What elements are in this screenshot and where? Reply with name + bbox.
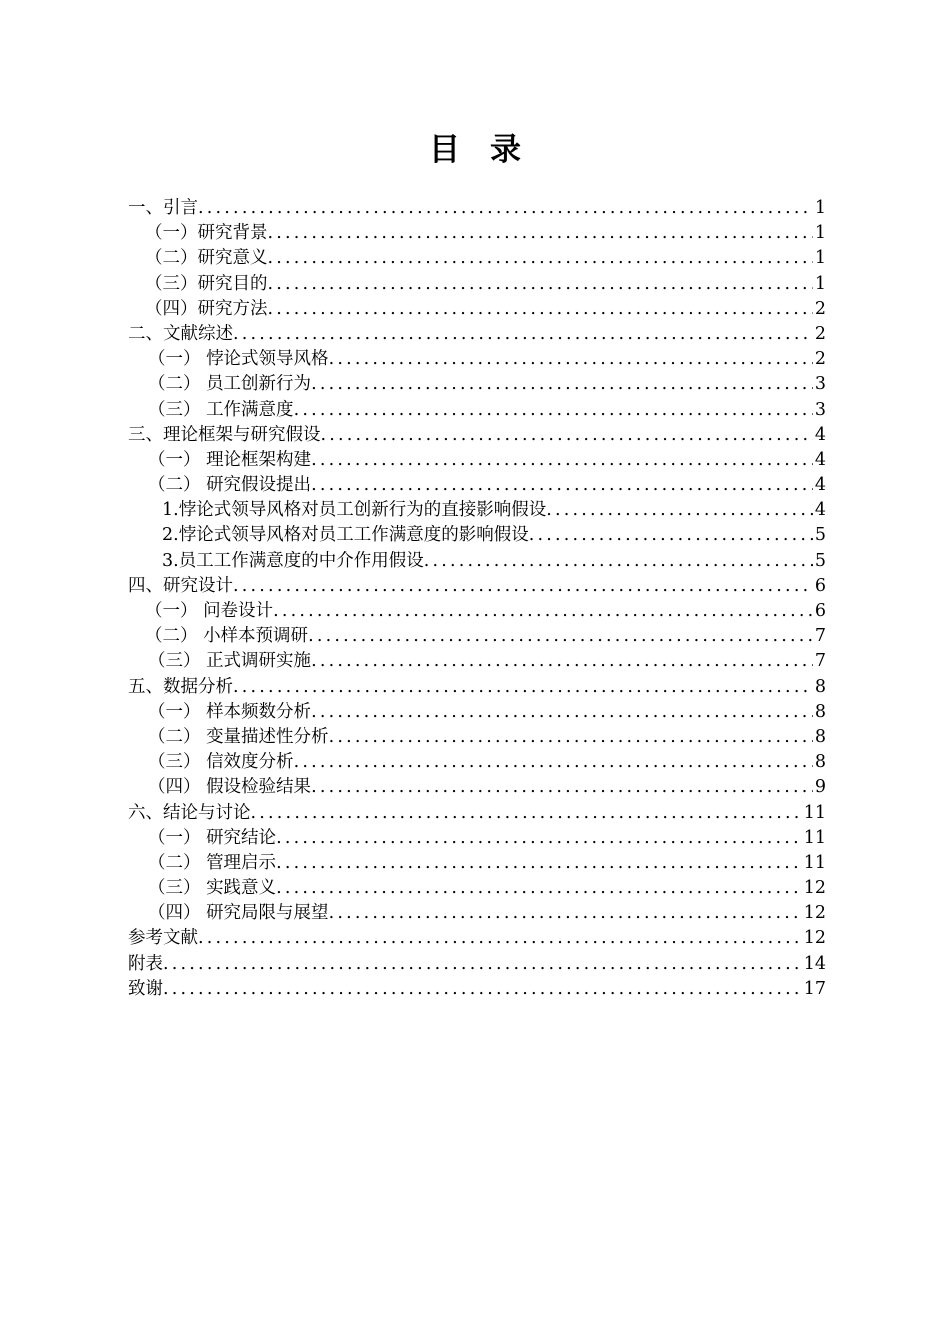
- toc-entry-page-number: 4: [814, 475, 826, 496]
- toc-entry-page-number: 12: [803, 903, 826, 924]
- toc-dot-leader: [294, 398, 813, 423]
- toc-dot-leader: [311, 775, 813, 800]
- toc-entry[interactable]: [128, 801, 826, 826]
- toc-entry[interactable]: [128, 574, 826, 599]
- toc-entry-page-number: 7: [814, 626, 826, 647]
- toc-entry-label: （四） 假设检验结果: [148, 777, 312, 798]
- toc-entry-label: 二、文献综述: [128, 323, 233, 344]
- toc-entry[interactable]: [128, 297, 826, 322]
- toc-entry-page-number: 9: [814, 777, 826, 798]
- toc-entry-label: 一、引言: [128, 198, 198, 218]
- toc-entry[interactable]: [128, 599, 826, 624]
- toc-entry-page-number: 4: [814, 449, 826, 470]
- toc-entry-page-number: 1: [814, 248, 826, 269]
- toc-dot-leader: [198, 196, 813, 221]
- toc-entry[interactable]: [128, 423, 826, 448]
- toc-entry-page-number: 1: [814, 273, 826, 294]
- toc-entry-page-number: 2: [814, 323, 826, 344]
- toc-entry-label: （四）研究方法: [145, 298, 268, 319]
- toc-dot-leader: [163, 977, 802, 1002]
- toc-entry-label: （三）研究目的: [145, 273, 268, 294]
- toc-entry[interactable]: [128, 322, 826, 347]
- toc-dot-leader: [233, 322, 813, 347]
- toc-entry[interactable]: [128, 750, 826, 775]
- toc-entry[interactable]: [128, 775, 826, 800]
- toc-entry-page-number: 8: [814, 701, 826, 722]
- toc-dot-leader: [311, 700, 813, 725]
- table-of-contents: [128, 196, 826, 1002]
- toc-entry[interactable]: [128, 649, 826, 674]
- toc-dot-leader: [233, 574, 813, 599]
- toc-dot-leader: [268, 297, 813, 322]
- toc-dot-leader: [294, 750, 813, 775]
- toc-entry[interactable]: [128, 926, 826, 951]
- toc-entry-page-number: 17: [803, 978, 826, 999]
- toc-entry-page-number: 11: [803, 802, 826, 823]
- toc-dot-leader: [273, 599, 813, 624]
- toc-entry-label: （一） 理论框架构建: [148, 449, 312, 470]
- toc-entry[interactable]: [128, 826, 826, 851]
- page-title: 目录: [429, 132, 551, 168]
- toc-entry-page-number: 1: [814, 223, 826, 244]
- toc-entry[interactable]: [128, 876, 826, 901]
- toc-dot-leader: [329, 901, 802, 926]
- toc-dot-leader: [233, 675, 813, 700]
- toc-entry-page-number: 8: [814, 676, 826, 697]
- toc-entry-label: 参考文献: [128, 928, 198, 949]
- toc-entry[interactable]: [128, 196, 826, 221]
- toc-dot-leader: [311, 473, 813, 498]
- toc-entry-page-number: 3: [814, 399, 826, 420]
- toc-dot-leader: [276, 851, 802, 876]
- toc-entry-label: （二）研究意义: [145, 248, 268, 269]
- toc-entry-page-number: 2: [814, 298, 826, 319]
- toc-entry-label: 六、结论与讨论: [128, 802, 251, 823]
- toc-dot-leader: [311, 372, 813, 397]
- toc-entry-label: （二） 小样本预调研: [145, 626, 309, 647]
- toc-dot-leader: [329, 347, 813, 372]
- toc-entry-page-number: 11: [803, 827, 826, 848]
- toc-dot-leader: [276, 826, 802, 851]
- toc-entry-label: （二） 研究假设提出: [148, 475, 312, 496]
- toc-entry[interactable]: [128, 952, 826, 977]
- toc-dot-leader: [163, 952, 802, 977]
- toc-entry-label: （二） 员工创新行为: [148, 374, 312, 395]
- toc-entry[interactable]: [128, 372, 826, 397]
- toc-entry[interactable]: [128, 448, 826, 473]
- toc-dot-leader: [308, 624, 813, 649]
- toc-entry-page-number: 8: [814, 726, 826, 747]
- toc-dot-leader: [546, 498, 813, 523]
- toc-dot-leader: [424, 549, 813, 574]
- toc-entry-page-number: 2: [814, 349, 826, 370]
- toc-entry[interactable]: [128, 246, 826, 271]
- toc-entry[interactable]: [128, 675, 826, 700]
- toc-dot-leader: [311, 649, 813, 674]
- toc-entry-page-number: 12: [803, 878, 826, 899]
- toc-entry-page-number: 5: [814, 550, 826, 571]
- toc-entry[interactable]: [128, 498, 826, 523]
- toc-entry-label: 1.悖论式领导风格对员工创新行为的直接影响假设: [162, 500, 547, 521]
- toc-entry-label: （三） 工作满意度: [148, 399, 294, 420]
- toc-entry-page-number: 12: [803, 928, 826, 949]
- toc-entry-page-number: 11: [803, 852, 826, 873]
- toc-entry-page-number: 8: [814, 752, 826, 773]
- toc-entry-label: （一） 问卷设计: [145, 601, 274, 621]
- toc-entry-label: （三） 实践意义: [148, 878, 277, 899]
- toc-entry[interactable]: [128, 549, 826, 574]
- toc-entry-label: （三） 正式调研实施: [148, 651, 312, 672]
- toc-entry[interactable]: [128, 977, 826, 1002]
- toc-entry[interactable]: [128, 221, 826, 246]
- toc-dot-leader: [198, 926, 802, 951]
- toc-entry-label: （三） 信效度分析: [148, 752, 294, 773]
- toc-entry-label: （四） 研究局限与展望: [148, 903, 329, 924]
- toc-entry-page-number: 7: [814, 651, 826, 672]
- toc-dot-leader: [311, 448, 813, 473]
- toc-entry-label: 2.悖论式领导风格对员工工作满意度的影响假设: [162, 525, 529, 546]
- toc-entry-page-number: 4: [814, 500, 826, 521]
- toc-dot-leader: [268, 272, 813, 297]
- toc-dot-leader: [251, 801, 802, 826]
- toc-entry-page-number: 6: [814, 601, 826, 621]
- toc-entry[interactable]: [128, 473, 826, 498]
- toc-entry-page-number: 14: [803, 953, 826, 974]
- toc-entry[interactable]: [128, 398, 826, 423]
- toc-entry-label: 附表: [128, 953, 163, 974]
- toc-entry-label: （一）研究背景: [145, 223, 268, 244]
- toc-entry-label: （一） 研究结论: [148, 827, 277, 848]
- toc-entry-label: 3.员工工作满意度的中介作用假设: [162, 550, 424, 571]
- toc-entry-label: （一） 样本频数分析: [148, 701, 312, 722]
- toc-entry[interactable]: [128, 347, 826, 372]
- toc-entry-label: 致谢: [128, 978, 163, 999]
- toc-entry[interactable]: [128, 725, 826, 750]
- toc-entry-label: 三、理论框架与研究假设: [128, 424, 321, 445]
- toc-entry[interactable]: [128, 272, 826, 297]
- toc-entry[interactable]: [128, 624, 826, 649]
- toc-dot-leader: [268, 246, 813, 271]
- toc-dot-leader: [268, 221, 813, 246]
- toc-dot-leader: [321, 423, 813, 448]
- toc-entry-page-number: 3: [814, 374, 826, 395]
- toc-entry-page-number: 1: [814, 198, 826, 218]
- toc-entry[interactable]: [128, 851, 826, 876]
- toc-entry-page-number: 4: [814, 424, 826, 445]
- toc-entry-page-number: 6: [814, 575, 826, 596]
- toc-entry[interactable]: [128, 523, 826, 548]
- toc-entry[interactable]: [128, 901, 826, 926]
- toc-dot-leader: [276, 876, 802, 901]
- toc-entry-label: （一） 悖论式领导风格: [148, 349, 329, 370]
- toc-entry-page-number: 5: [814, 525, 826, 546]
- toc-entry[interactable]: [128, 700, 826, 725]
- toc-dot-leader: [329, 725, 813, 750]
- toc-entry-label: 五、数据分析: [128, 676, 233, 697]
- toc-entry-label: （二） 变量描述性分析: [148, 726, 329, 747]
- toc-entry-label: （二） 管理启示: [148, 852, 277, 873]
- toc-dot-leader: [529, 523, 813, 548]
- toc-entry-label: 四、研究设计: [128, 575, 233, 596]
